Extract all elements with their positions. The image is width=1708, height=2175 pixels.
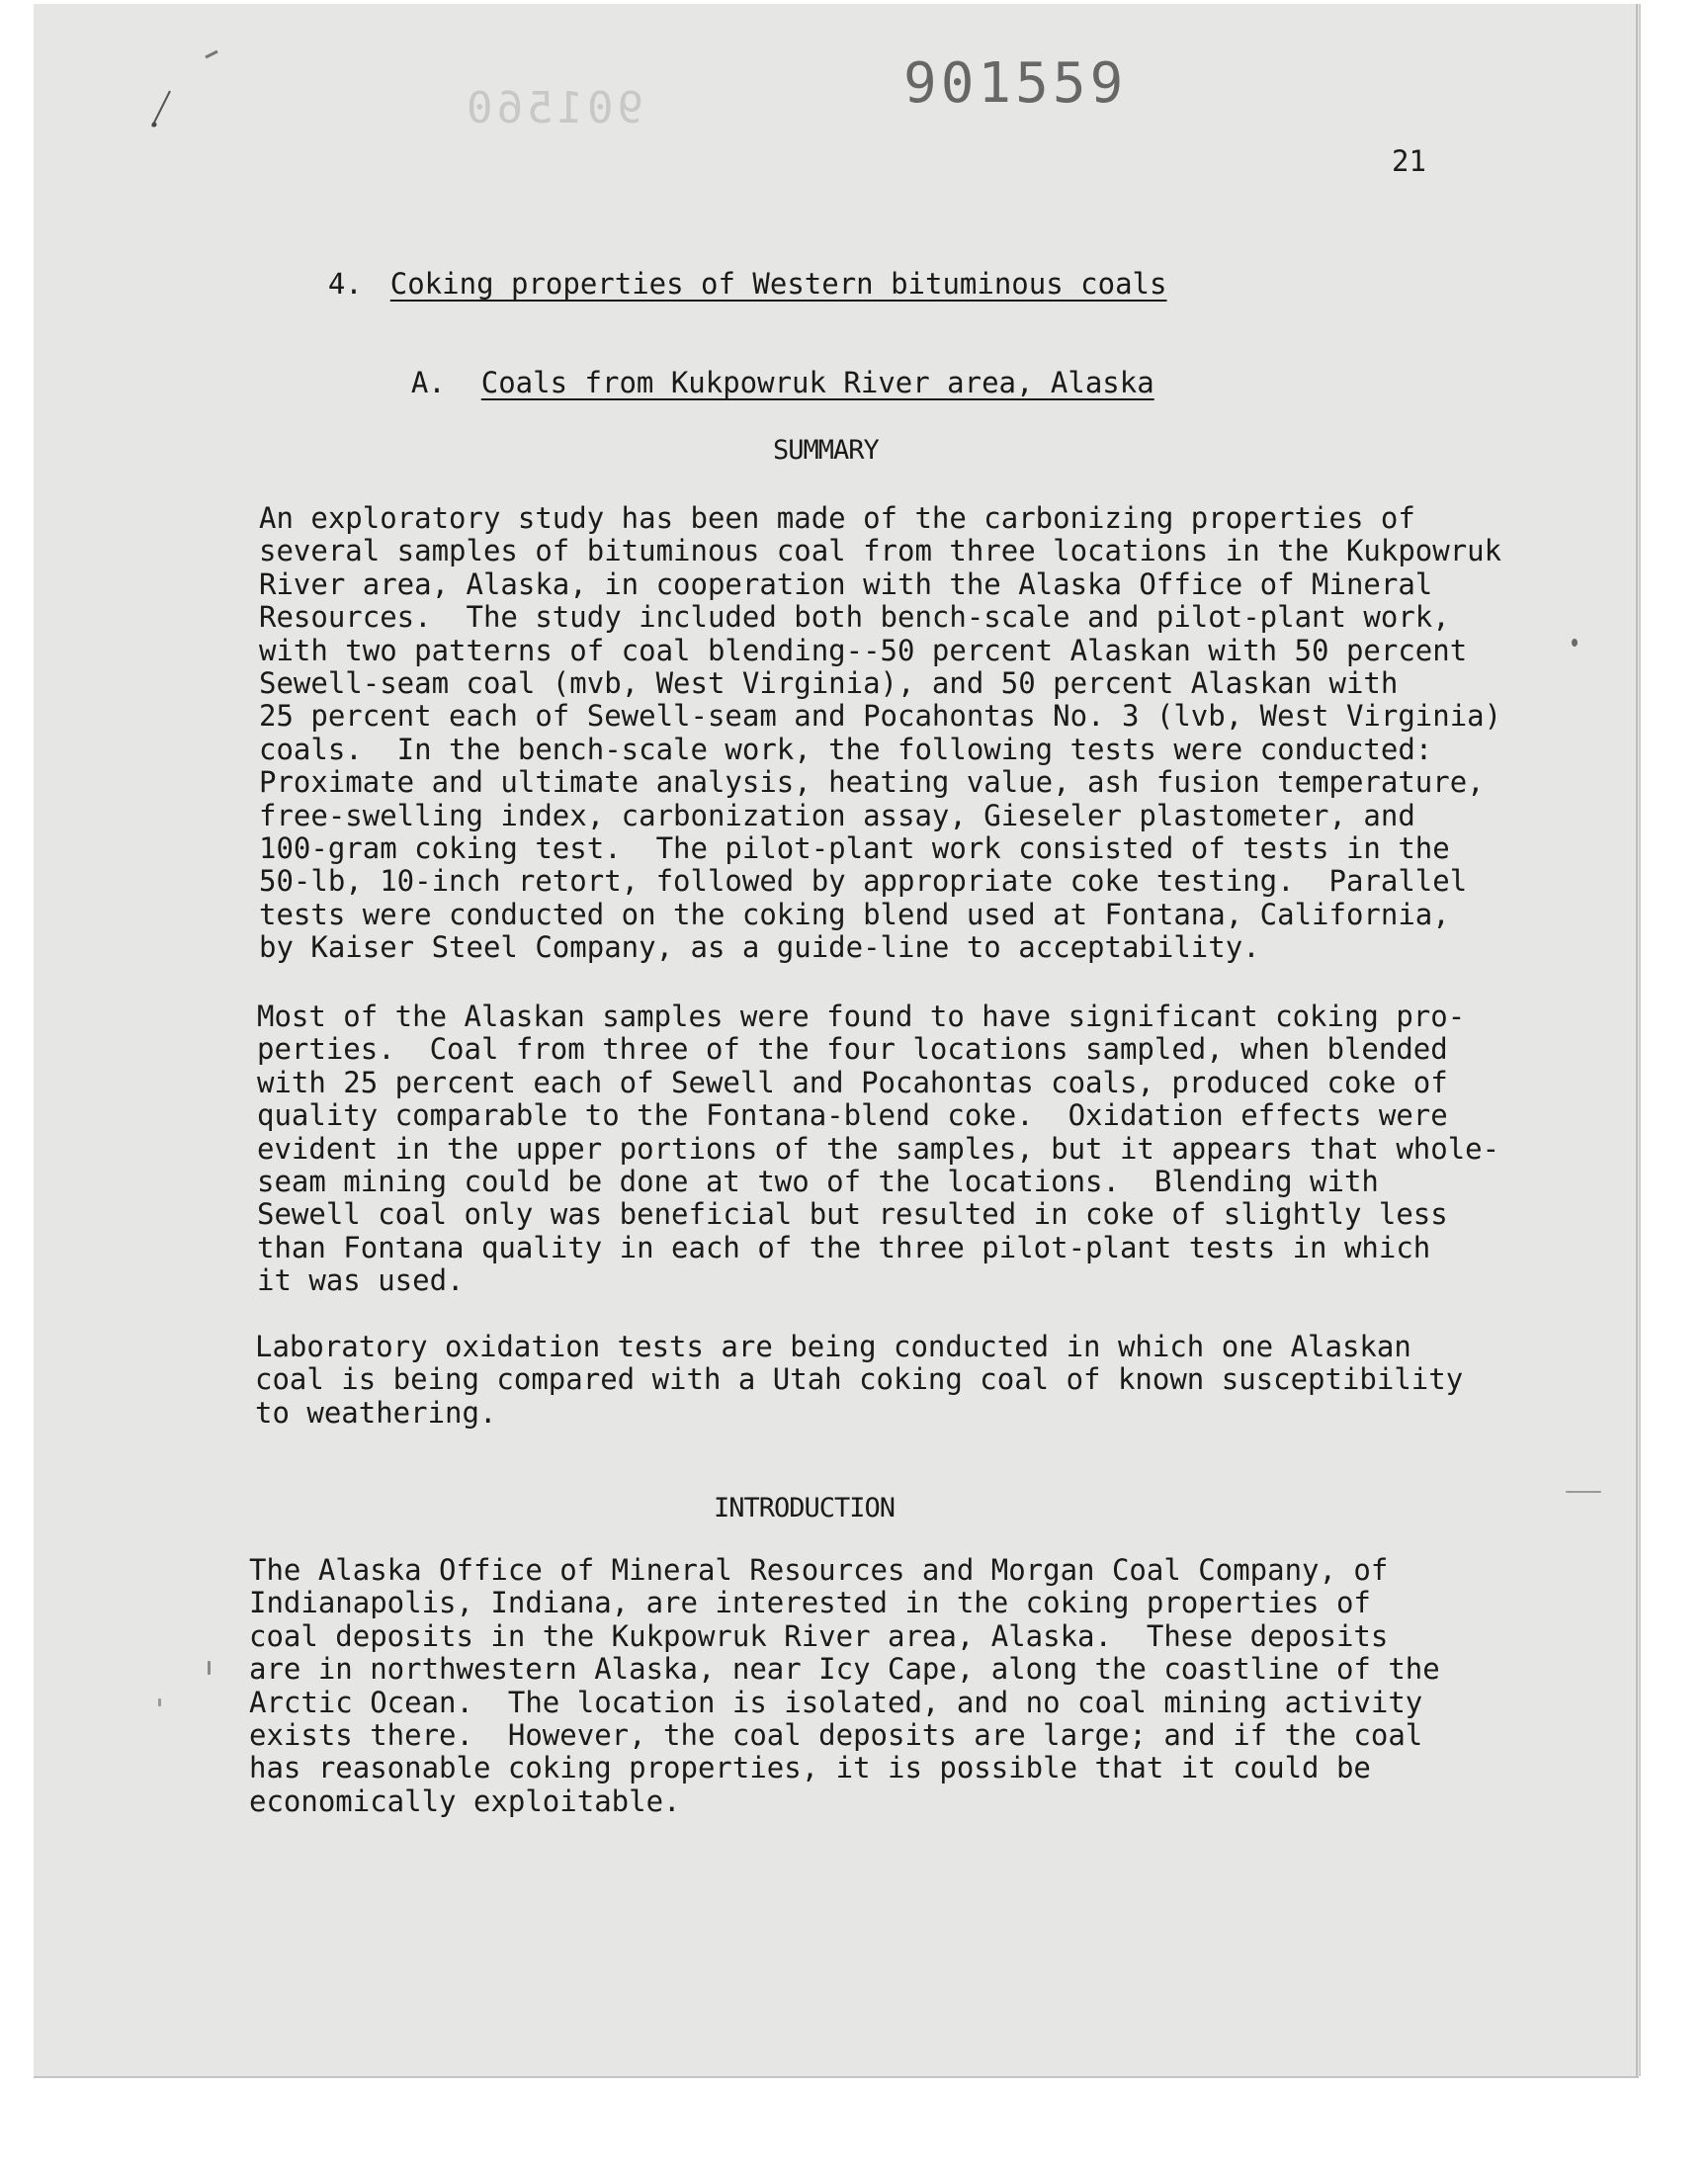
introduction-heading: INTRODUCTION — [714, 1493, 896, 1523]
section-title: Coking properties of Western bituminous coals — [389, 267, 1167, 301]
text-line: Sewell-seam coal (mvb, West Virginia), and 50 percent Alaskan with — [259, 666, 1399, 701]
scan-speck — [158, 1698, 161, 1706]
text-line: with 25 percent each of Sewell and Pocahontas coals, produced coke of — [257, 1065, 1448, 1099]
subsection-title: Coals from Kukpowruk River area, Alaska — [480, 366, 1154, 399]
text-line: Sewell coal only was beneficial but resulted in coke of slightly less — [257, 1197, 1448, 1232]
page-number: 21 — [1392, 144, 1426, 178]
text-line: free-swelling index, carbonization assay, Gieseler plastometer, and — [259, 798, 1415, 832]
text-line: An exploratory study has been made of the carbonizing properties of — [259, 501, 1415, 535]
text-line: 25 percent each of Sewell-seam and Pocahontas No. 3 (lvb, West Virginia) — [259, 699, 1502, 734]
text-line: with two patterns of coal blending--50 percent Alaskan with 50 percent — [259, 633, 1468, 667]
summary-paragraph — [255, 1331, 1463, 1430]
page-edge — [34, 2076, 1639, 2078]
text-line: River area, Alaska, in cooperation with the Alaska Office of Mineral — [259, 566, 1433, 601]
summary-paragraph — [259, 502, 1501, 965]
text-line: are in northwestern Alaska, near Icy Cape, along the coastline of the — [249, 1652, 1440, 1687]
text-line: several samples of bituminous coal from three locations in the Kukpowruk — [259, 534, 1502, 568]
document-stamp: 901559 — [903, 51, 1128, 116]
text-line: Proximate and ultimate analysis, heating value, ash fusion temperature, — [259, 765, 1485, 800]
text-line: Resources. The study included both bench-scale and pilot-plant work, — [259, 600, 1450, 635]
section-heading — [259, 233, 1166, 334]
text-line: by Kaiser Steel Company, as a guide-line to acceptability. — [259, 930, 1260, 965]
page-edge — [1636, 4, 1638, 2076]
summary-paragraph — [257, 1000, 1499, 1298]
text-line: Indianapolis, Indiana, are interested in the coking properties of — [249, 1586, 1371, 1620]
text-line: tests were conducted on the coking blend used at Fontana, California, — [259, 897, 1450, 931]
text-line: Most of the Alaskan samples were found to have significant coking pro- — [257, 1000, 1466, 1033]
subsection-letter: A. — [410, 366, 446, 399]
text-line: perties. Coal from three of the four locations sampled, when blended — [257, 1032, 1448, 1067]
text-line: quality comparable to the Fontana-blend coke. Oxidation effects were — [257, 1098, 1448, 1133]
introduction-paragraph — [249, 1554, 1440, 1818]
text-line: exists there. However, the coal deposits are large; and if the coal — [249, 1718, 1423, 1753]
text-line: The Alaska Office of Mineral Resources and Morgan Coal Company, of — [249, 1553, 1389, 1587]
text-line: it was used. — [257, 1263, 465, 1298]
text-line: 100-gram coking test. The pilot-plant work consisted of tests in the — [259, 831, 1450, 866]
subsection-heading — [342, 332, 1154, 433]
bleed-through-stamp: 901560 — [463, 83, 643, 133]
text-line: Arctic Ocean. The location is isolated, and no coal mining activity — [249, 1685, 1423, 1719]
text-line: seam mining could be done at two of the locations. Blending with — [257, 1165, 1379, 1199]
scan-speck — [1572, 639, 1578, 647]
text-line: coal is being compared with a Utah coking coal of known susceptibility — [255, 1362, 1464, 1397]
pencil-mark-icon — [148, 47, 219, 130]
text-line: coal deposits in the Kukpowruk River area, Alaska. These deposits — [249, 1618, 1389, 1653]
text-line: has reasonable coking properties, it is possible that it could be — [249, 1751, 1371, 1785]
scan-speck — [208, 1661, 211, 1675]
text-line: 50-lb, 10-inch retort, followed by appropriate coke testing. Parallel — [259, 864, 1468, 899]
text-line: than Fontana quality in each of the three pilot-plant tests in which — [257, 1230, 1431, 1264]
scan-speck — [1566, 1491, 1601, 1493]
text-line: economically exploitable. — [249, 1784, 681, 1818]
text-line: Laboratory oxidation tests are being conducted in which one Alaskan — [255, 1330, 1411, 1363]
text-line: coals. In the bench-scale work, the following tests were conducted: — [259, 732, 1433, 766]
text-line: to weathering. — [255, 1395, 497, 1430]
summary-heading: SUMMARY — [773, 435, 879, 466]
section-number: 4. — [327, 267, 363, 301]
text-line: evident in the upper portions of the samples, but it appears that whole- — [257, 1131, 1500, 1166]
